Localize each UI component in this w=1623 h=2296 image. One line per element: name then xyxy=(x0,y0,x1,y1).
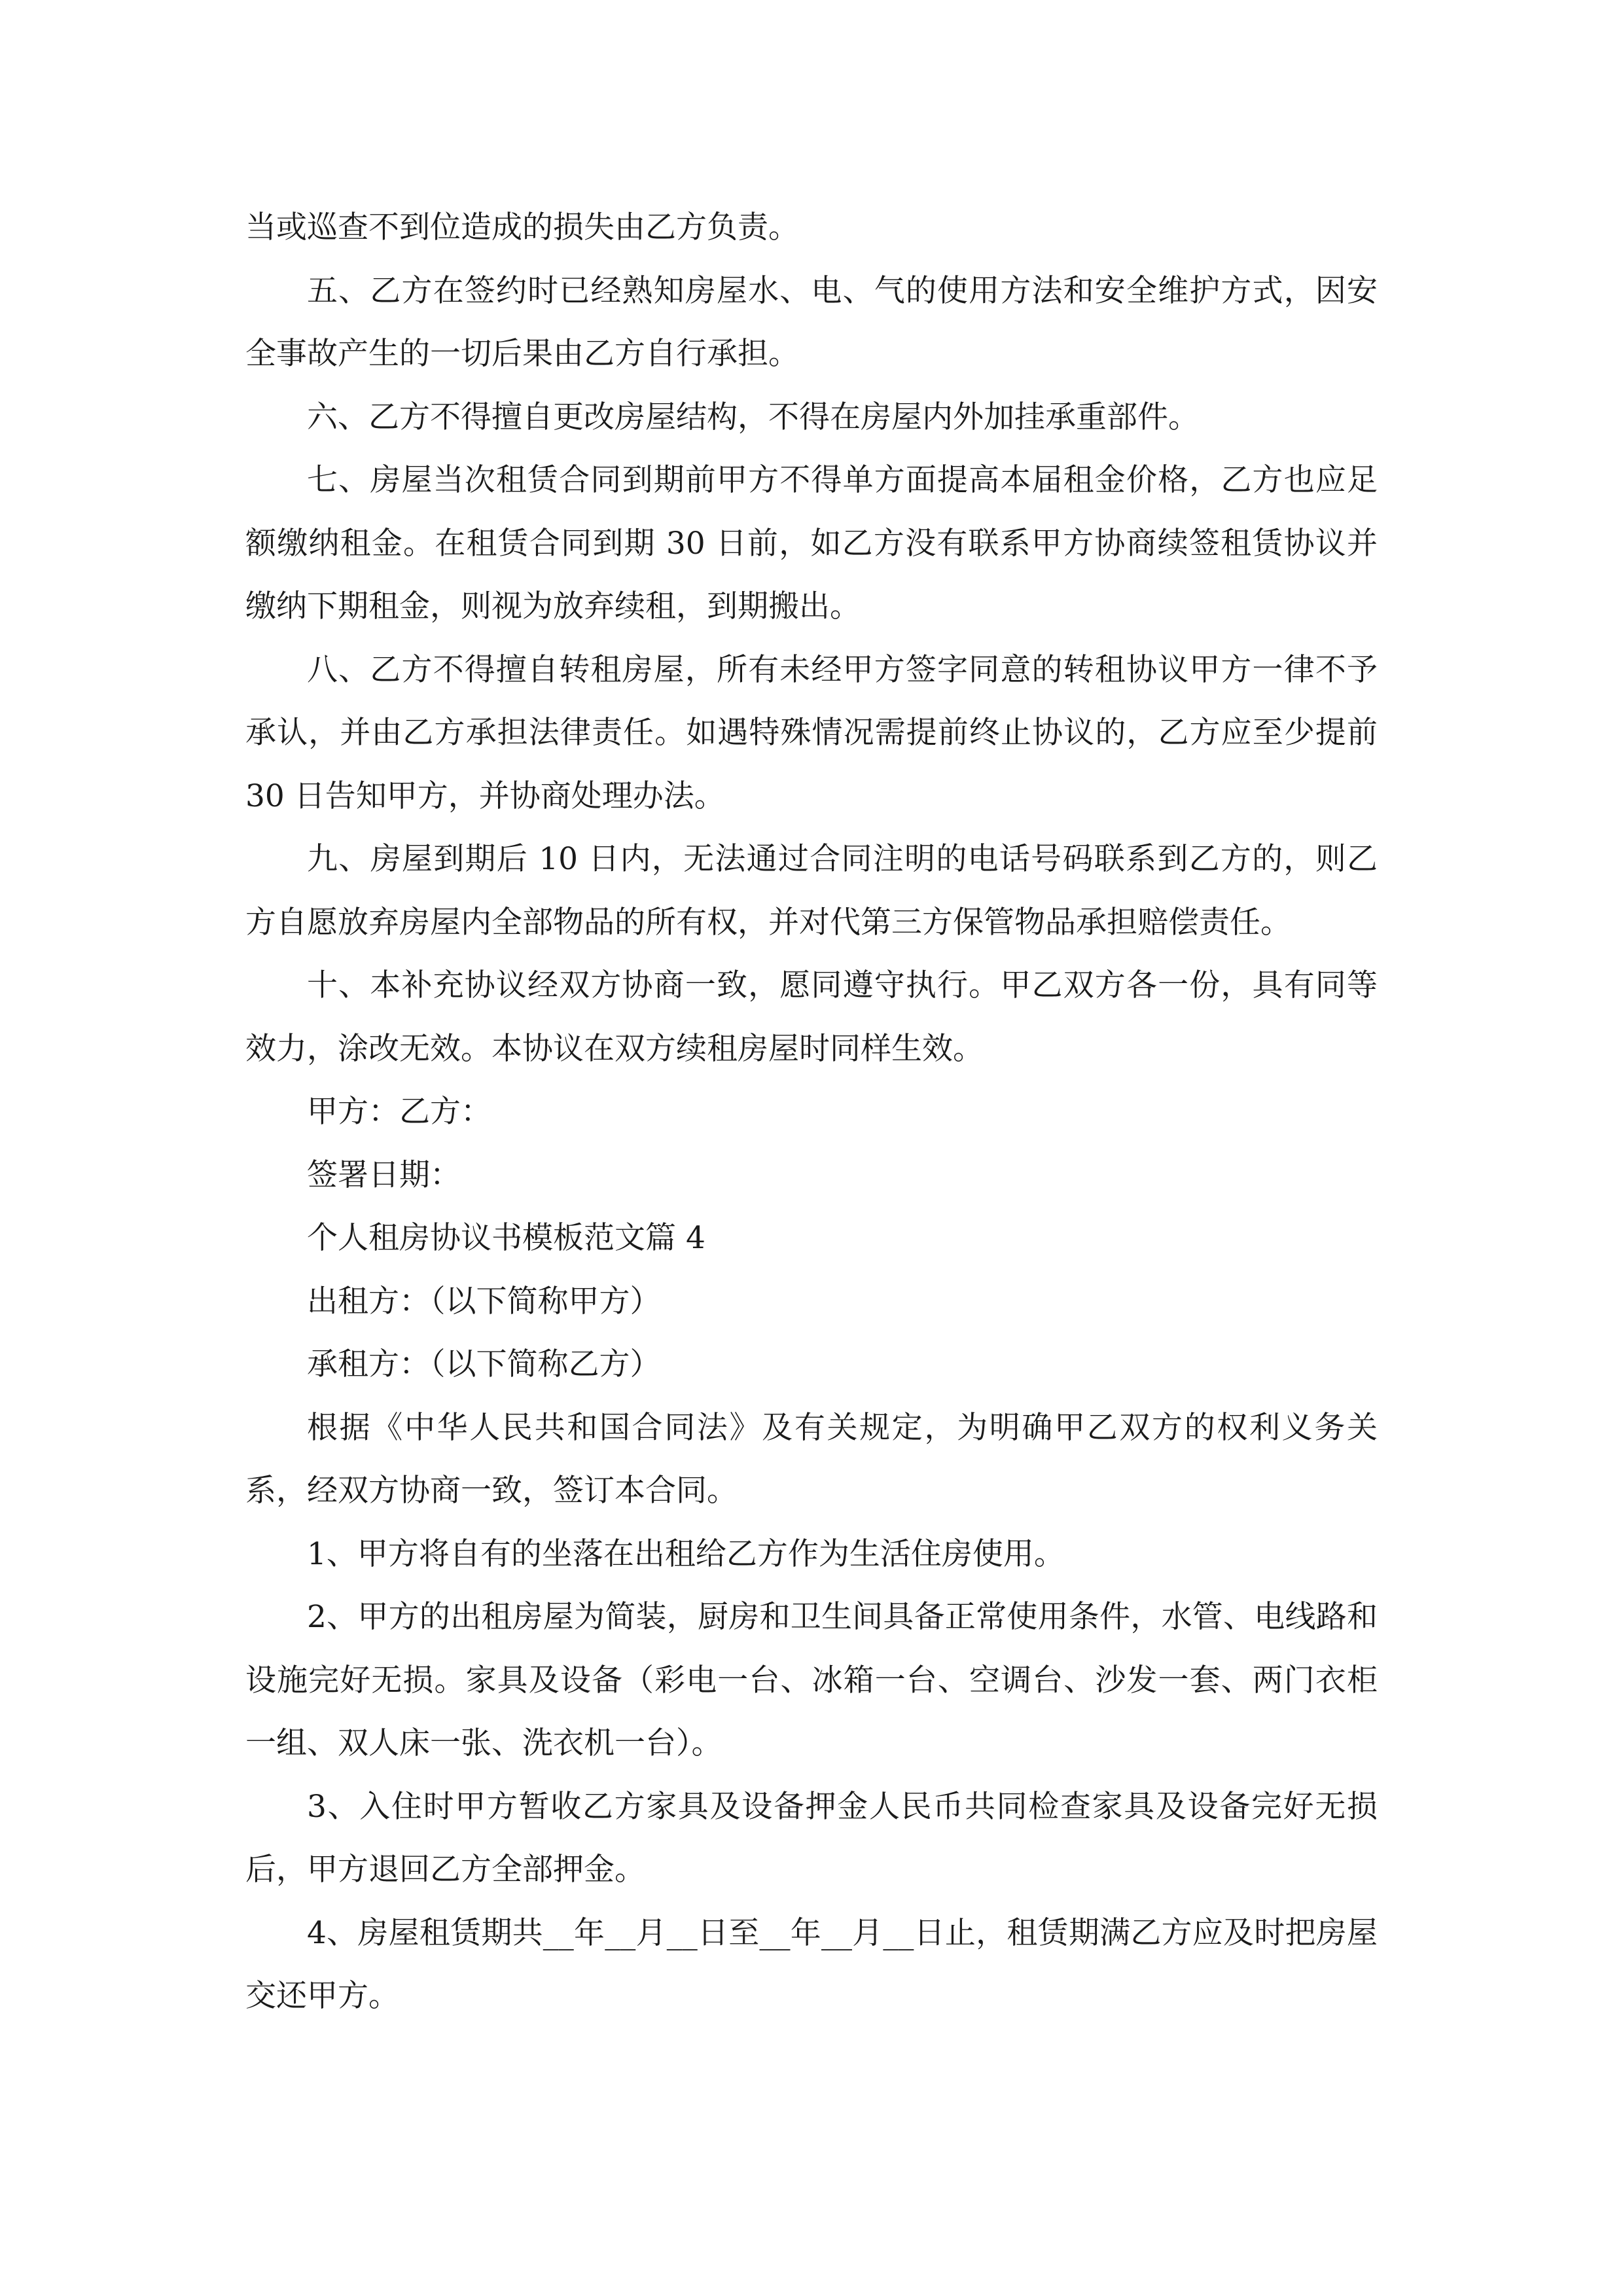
lessee-line: 承租方：（以下简称乙方） xyxy=(307,1346,661,1382)
document-body xyxy=(245,196,1378,2028)
lessor-line: 出租方：（以下简称甲方） xyxy=(307,1283,661,1319)
paragraph-item-3: 3、入住时甲方暂收乙方家具及设备押金人民币共同检查家具及设备完好无损后，甲方退回乙方全部押金。 xyxy=(245,1788,1378,1888)
paragraph-continuation: 当或巡查不到位造成的损失由乙方负责。 xyxy=(245,209,799,245)
signature-date: 签署日期： xyxy=(307,1157,461,1193)
paragraph-clause-8: 八、乙方不得擅自转租房屋，所有未经甲方签字同意的转租协议甲方一律不予承认，并由乙方承担法律责任。如遇特殊情况需提前终止协议的，乙方应至少提前 30 日告知甲方，并协商处理办法。 xyxy=(245,651,1378,814)
paragraph-item-1: 1、甲方将自有的坐落在出租给乙方作为生活住房使用。 xyxy=(307,1535,1065,1572)
paragraph-item-2: 2、甲方的出租房屋为简装，厨房和卫生间具备正常使用条件，水管、电线路和设施完好无损。家具及设备（彩电一台、冰箱一台、空调台、沙发一套、两门衣柜一组、双人床一张、洗衣机一台）。 xyxy=(245,1599,1378,1761)
paragraph-clause-7: 七、房屋当次租赁合同到期前甲方不得单方面提高本届租金价格，乙方也应足额缴纳租金。在租赁合同到期 30 日前，如乙方没有联系甲方协商续签租赁协议并缴纳下期租金，则视为放弃续租，到期搬出。 xyxy=(245,462,1378,624)
paragraph-clause-10: 十、本补充协议经双方协商一致，愿同遵守执行。甲乙双方各一份，具有同等效力，涂改无效。本协议在双方续租房屋时同样生效。 xyxy=(245,967,1378,1067)
preamble-paragraph: 根据《中华人民共和国合同法》及有关规定，为明确甲乙双方的权利义务关系，经双方协商一致，签订本合同。 xyxy=(245,1409,1378,1509)
paragraph-clause-6: 六、乙方不得擅自更改房屋结构，不得在房屋内外加挂承重部件。 xyxy=(307,399,1199,435)
paragraph-clause-9: 九、房屋到期后 10 日内，无法通过合同注明的电话号码联系到乙方的，则乙方自愿放弃房屋内全部物品的所有权，并对代第三方保管物品承担赔偿责任。 xyxy=(245,841,1378,941)
paragraph-clause-5: 五、乙方在签约时已经熟知房屋水、电、气的使用方法和安全维护方式，因安全事故产生的一切后果由乙方自行承担。 xyxy=(245,272,1378,372)
signature-parties: 甲方：乙方： xyxy=(307,1094,491,1130)
paragraph-item-4: 4、房屋租赁期共__年__月__日至__年__月__日止，租赁期满乙方应及时把房屋交还甲方。 xyxy=(245,1914,1378,2014)
section-title: 个人租房协议书模板范文篇 4 xyxy=(307,1220,705,1256)
